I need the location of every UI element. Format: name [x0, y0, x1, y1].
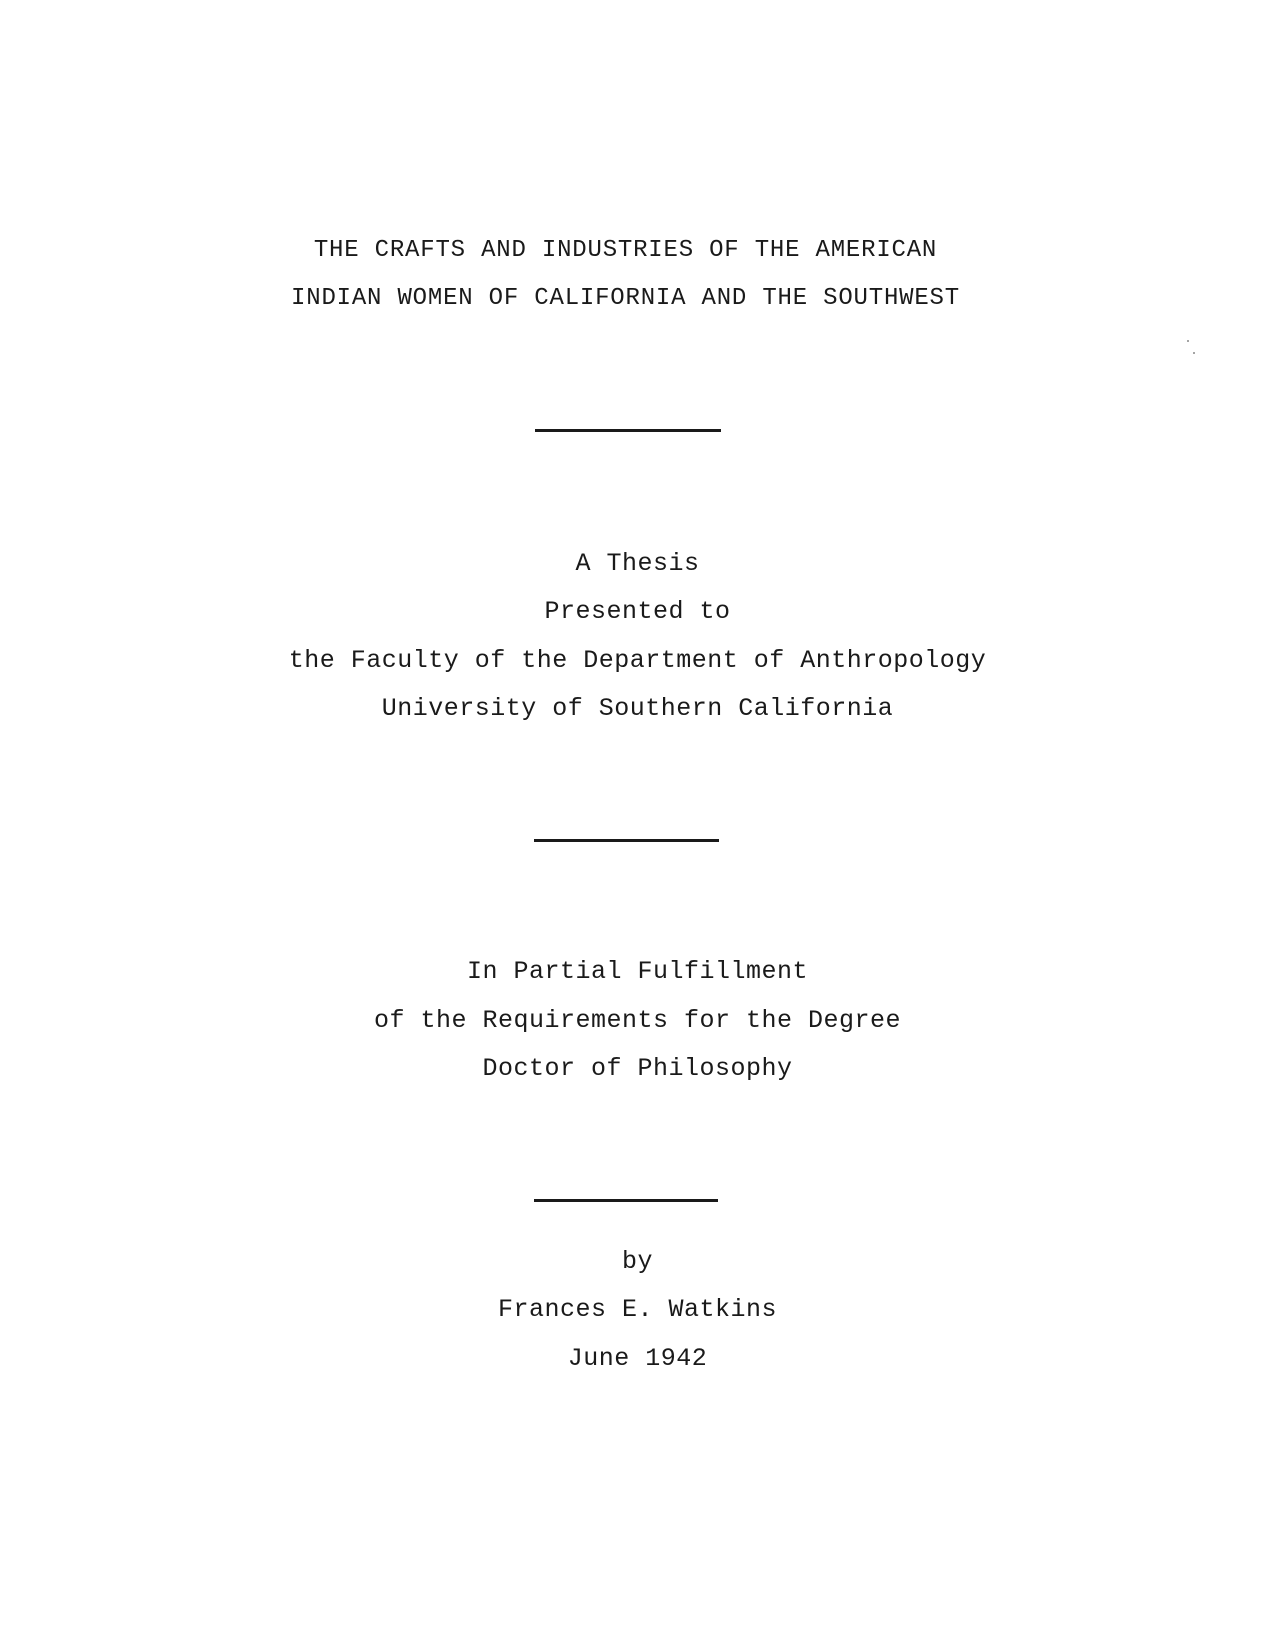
degree-name: Doctor of Philosophy: [482, 1054, 793, 1083]
fulfillment-line-1: In Partial Fulfillment: [466, 957, 809, 986]
by-label: by: [621, 1247, 653, 1276]
thesis-label: A Thesis: [575, 549, 700, 578]
separator-rule-2: [534, 839, 719, 842]
faculty-department: the Faculty of the Department of Anthropology: [288, 646, 987, 675]
fulfillment-line-2: of the Requirements for the Degree: [373, 1006, 902, 1035]
scan-speck: [1187, 340, 1189, 342]
scan-speck: [1193, 352, 1195, 354]
presented-to: Presented to: [544, 597, 731, 626]
separator-rule-3: [534, 1199, 718, 1202]
title-line-1: THE CRAFTS AND INDUSTRIES OF THE AMERICAN: [313, 237, 938, 264]
university-name: University of Southern California: [381, 694, 894, 723]
title-line-2: INDIAN WOMEN OF CALIFORNIA AND THE SOUTHWEST: [291, 285, 960, 312]
separator-rule-1: [535, 429, 721, 432]
author-name: Frances E. Watkins: [497, 1295, 778, 1324]
submission-date: June 1942: [567, 1344, 708, 1373]
